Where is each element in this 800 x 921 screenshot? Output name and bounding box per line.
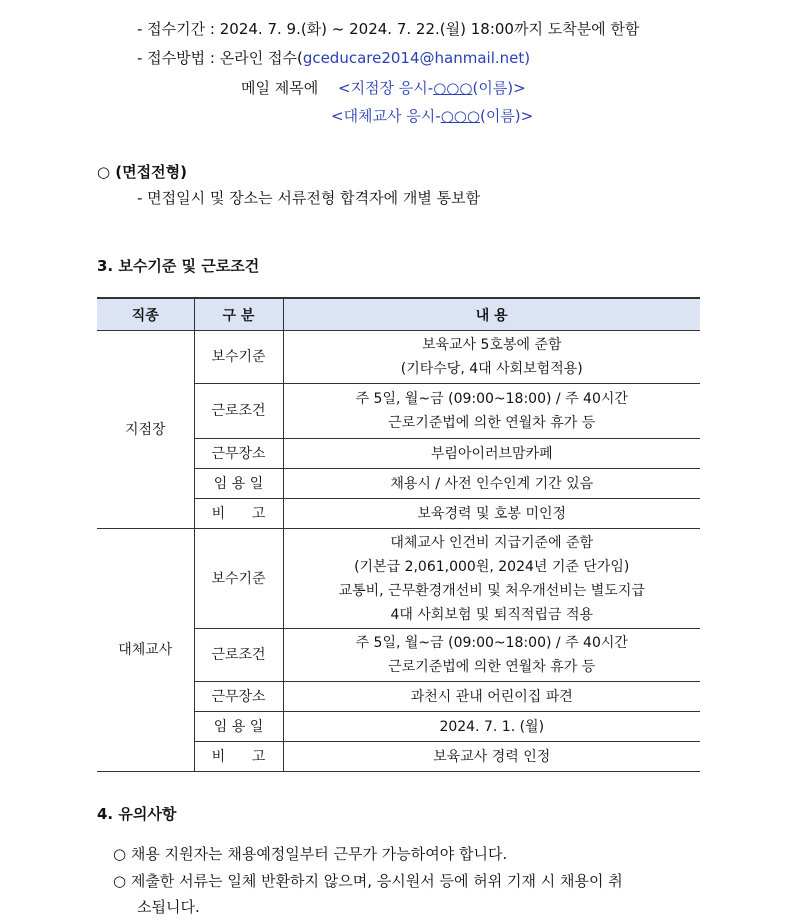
- row-label: 근로조건: [194, 384, 283, 439]
- job-branch-manager: 지점장: [97, 331, 194, 529]
- content-line: 대체교사 인건비 지급기준에 준함: [390, 534, 594, 551]
- row-content: [283, 529, 700, 629]
- notice-item-2-line2: 소됩니다.: [137, 898, 200, 916]
- email-subject-label: 메일 제목에: [241, 79, 319, 97]
- row-label: 임 용 일: [194, 712, 283, 742]
- content-line: (기본급 2,061,000원, 2024년 기준 단가임): [354, 558, 630, 575]
- row-label: 보수기준: [194, 529, 283, 629]
- row-label: 비 고: [194, 742, 283, 772]
- interview-heading: ○ (면접전형): [97, 163, 187, 181]
- row-label: 근무장소: [194, 439, 283, 469]
- notice-item-1: ○ 채용 지원자는 채용예정일부터 근무가 가능하여야 합니다.: [113, 845, 508, 863]
- table-row: [97, 331, 700, 384]
- interview-detail: - 면접일시 및 장소는 서류전형 합격자에 개별 통보함: [137, 189, 481, 207]
- job-substitute-teacher: 대체교사: [97, 529, 194, 772]
- application-email[interactable]: gceducare2014@hanmail.net: [302, 49, 525, 67]
- content-line: 주 5일, 월~금 (09:00~18:00) / 주 40시간: [355, 635, 628, 651]
- section3-heading: 3. 보수기준 및 근로조건: [97, 257, 260, 275]
- notice-item-2-line1: ○ 제출한 서류는 일체 반환하지 않으며, 응시원서 등에 허위 기재 시 채용이 취: [113, 872, 623, 890]
- subject-sub-b: ○○○: [440, 107, 480, 125]
- subject-sub-c: (이름)>: [479, 107, 534, 125]
- row-content: 보육경력 및 호봉 미인정: [283, 499, 700, 529]
- subject-branch-a: <지점장 응시-: [338, 79, 434, 97]
- table-header-row: [97, 298, 700, 331]
- row-content: 2024. 7. 1. (월): [283, 712, 700, 742]
- application-period: - 접수기간 : 2024. 7. 9.(화) ~ 2024. 7. 22.(월) 18:00까지 도착분에 한함: [137, 20, 640, 38]
- application-method-suffix: ): [524, 49, 531, 67]
- header-content: 내 용: [283, 298, 700, 331]
- content-line: 근로기준법에 의한 연월차 휴가 등: [388, 415, 596, 431]
- row-label: 보수기준: [194, 331, 283, 384]
- row-content: [283, 384, 700, 439]
- table-row: [97, 529, 700, 629]
- subject-sub-a: <대체교사 응시-: [331, 107, 441, 125]
- row-content: [283, 331, 700, 384]
- row-content: 과천시 관내 어린이집 파견: [283, 682, 700, 712]
- content-line: 보육교사 5호봉에 준함: [421, 337, 562, 353]
- email-subject-branch: [338, 78, 526, 98]
- conditions-table: [97, 297, 700, 772]
- content-line: 4대 사회보험 및 퇴직적립금 적용: [390, 606, 594, 623]
- content-line: (기타수당, 4대 사회보험적용): [400, 361, 583, 377]
- row-label: 근무장소: [194, 682, 283, 712]
- row-label: 비 고: [194, 499, 283, 529]
- email-subject-substitute: [331, 106, 533, 126]
- application-method-prefix: - 접수방법 : 온라인 접수(: [137, 49, 303, 67]
- application-method: [137, 48, 530, 68]
- row-label: 임 용 일: [194, 469, 283, 499]
- row-content: 보육교사 경력 인정: [283, 742, 700, 772]
- subject-branch-b: ○○○: [433, 79, 473, 97]
- row-content: [283, 629, 700, 682]
- row-content: 채용시 / 사전 인수인계 기간 있음: [283, 469, 700, 499]
- content-line: 근로기준법에 의한 연월차 휴가 등: [388, 659, 596, 675]
- content-line: 주 5일, 월~금 (09:00~18:00) / 주 40시간: [355, 391, 628, 407]
- row-content: 부림아이러브맘카페: [283, 439, 700, 469]
- content-line: 교통비, 근무환경개선비 및 처우개선비는 별도지급: [338, 582, 645, 599]
- section4-heading: 4. 유의사항: [97, 805, 177, 823]
- header-job: 직종: [97, 298, 194, 331]
- row-label: 근로조건: [194, 629, 283, 682]
- header-category: 구 분: [194, 298, 283, 331]
- subject-branch-c: (이름)>: [472, 79, 526, 97]
